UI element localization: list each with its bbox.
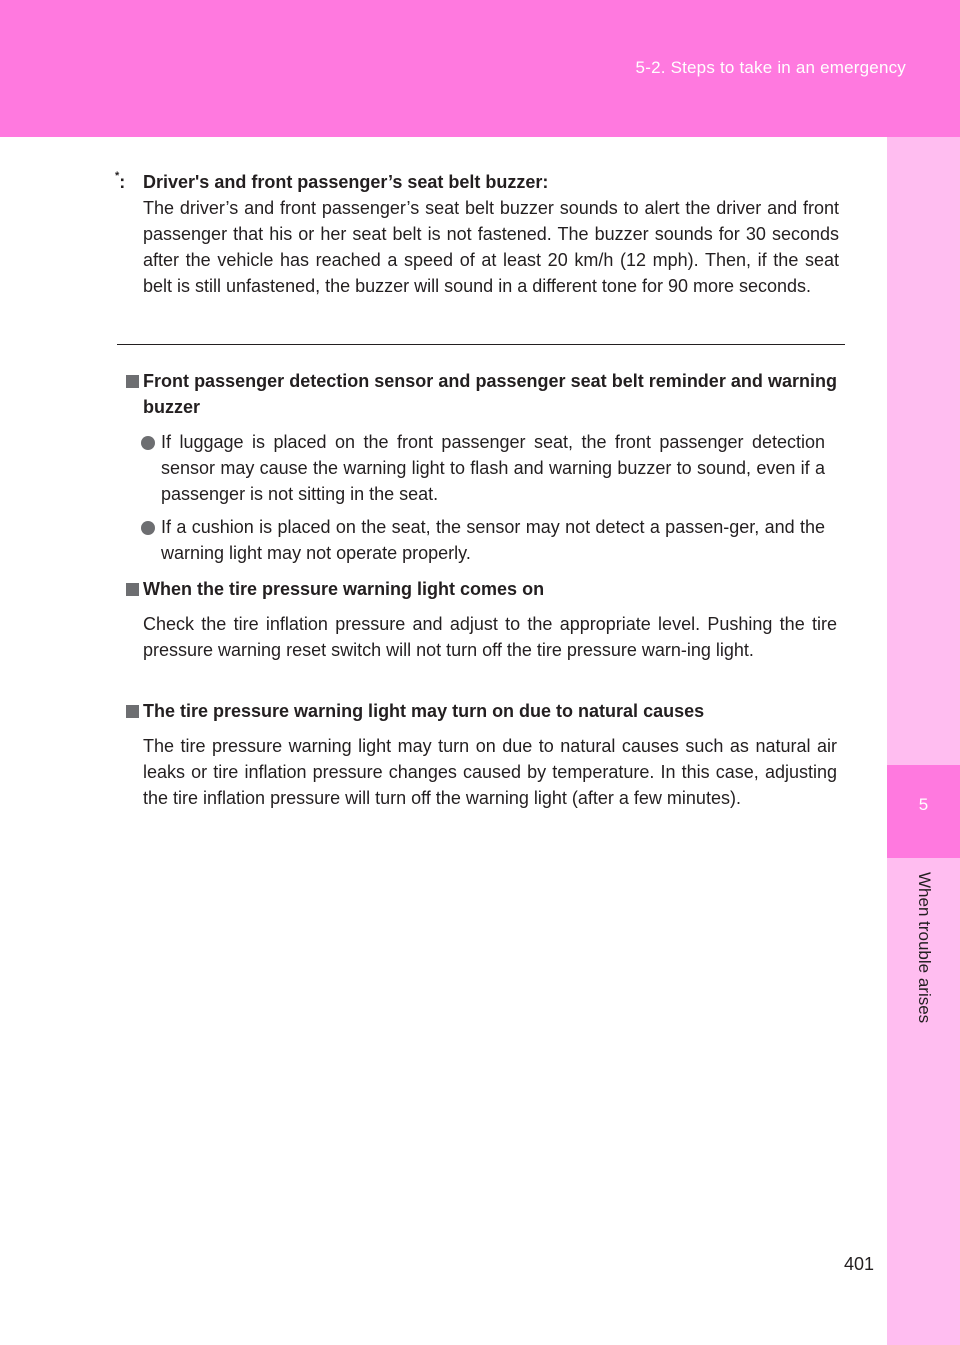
- section-title: The tire pressure warning light may turn on due to natural causes: [143, 701, 705, 721]
- bullet-text: If a cushion is placed on the seat, the sensor may not detect a passen-ger, and the warning light may not operate properly.: [161, 517, 825, 563]
- footnote-colon: :: [119, 172, 126, 192]
- divider: [117, 344, 845, 345]
- chapter-title: When trouble arises: [915, 872, 934, 1024]
- footnote-marker: [115, 172, 125, 193]
- footnote-title: Driver's and front passenger’s seat belt buzzer:: [143, 172, 549, 192]
- section-square-icon: [126, 375, 139, 388]
- footnote-body: The driver’s and front passenger’s seat belt buzzer sounds to alert the driver and front passenger that his or her seat belt is not fastened. The buzzer sounds for 30 seconds after the vehicle has reached a speed of at least 20 km/h (12 mph). Then, if the seat belt is still unfastened, the buzzer will sound in a different tone for 90 more seconds.: [143, 198, 839, 296]
- chapter-number: 5: [918, 795, 929, 814]
- section-square-icon: [126, 583, 139, 596]
- section-square-icon: [126, 705, 139, 718]
- bullet-dot-icon: [141, 436, 155, 450]
- footnote-asterisk: *: [115, 170, 120, 182]
- section-body: The tire pressure warning light may turn on due to natural causes such as natural air leaks or tire inflation pressure changes caused by temperature. In this case, adjusting the tire inflation pressure will turn off the warning light (after a few minutes).: [143, 736, 837, 808]
- page-number: 401: [843, 1254, 874, 1274]
- section-body: Check the tire inflation pressure and adjust to the appropriate level. Pushing the tire pressure warning reset switch will not turn off the tire pressure warn-ing light.: [143, 614, 837, 660]
- bullet-text: If luggage is placed on the front passenger seat, the front passenger detection sensor may cause the warning light to flash and warning buzzer to sound, even if a passenger is not sitting in the seat.: [161, 432, 825, 504]
- section-title: When the tire pressure warning light comes on: [143, 579, 545, 599]
- section-title: Front passenger detection sensor and passenger seat belt reminder and warning buzzer: [143, 371, 837, 417]
- section-reference: 5-2. Steps to take in an emergency: [635, 58, 906, 77]
- chapter-side-tab: [887, 137, 960, 1345]
- bullet-dot-icon: [141, 521, 155, 535]
